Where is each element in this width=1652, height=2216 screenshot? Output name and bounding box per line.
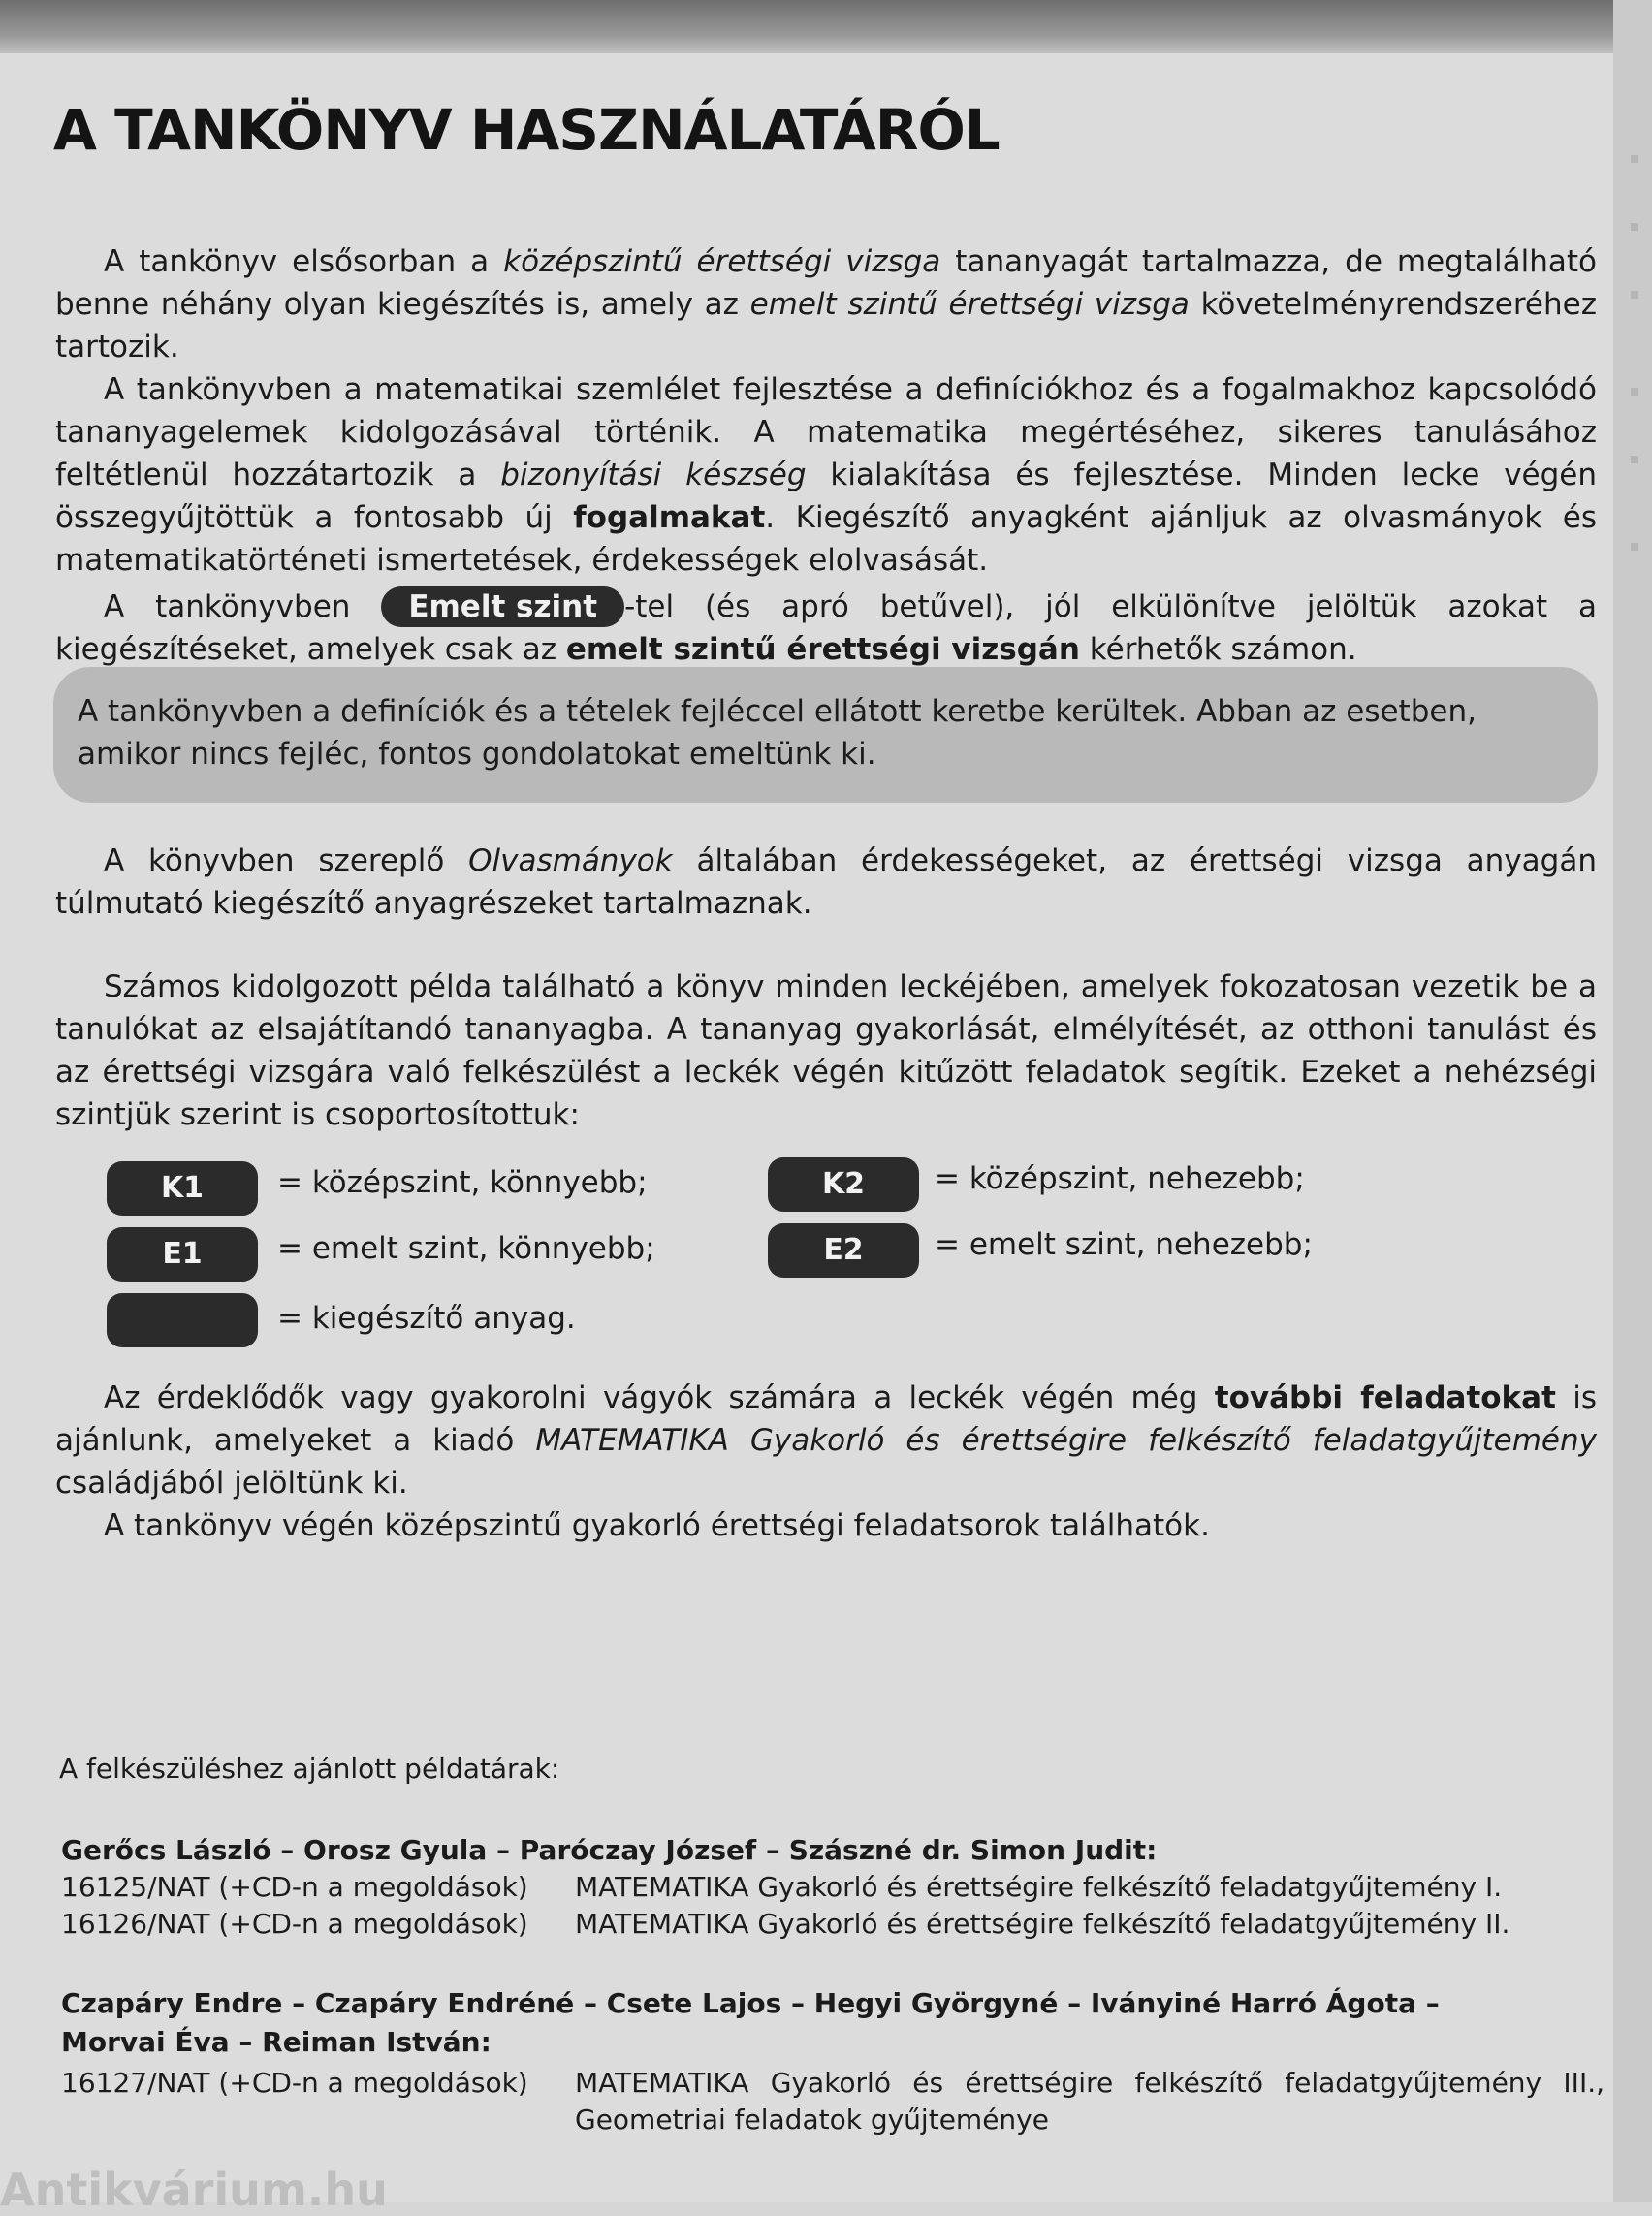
level-desc-e2: = emelt szint, nehezebb; — [935, 1227, 1313, 1262]
text-run: A könyvben szereplő — [104, 843, 469, 878]
text-run: -tel (és apró betűvel), jól elkülönítve jelöltük azokat a kiegészítéseket, amelyek csak az — [55, 589, 1597, 667]
level-badge-e1: E1 — [107, 1227, 258, 1282]
level-desc-e1: = emelt szint, könnyebb; — [277, 1231, 655, 1266]
paragraph-advanced — [55, 586, 1597, 671]
text-run: is ajánlunk, amelyeket a kiadó — [55, 1380, 1597, 1458]
text-run: családjából jelöltünk ki. — [55, 1466, 408, 1501]
paragraph-scope — [55, 240, 1597, 368]
text-run: A tankönyvben a matematikai szemlélet fejlesztése a definíciókhoz és a fogalmakhoz kapcsolódó tananyagelemek kidolgozásával történik. A matematika megértéséhez, sikeres tanulásához feltétlenül hozzátartozik a — [55, 372, 1597, 492]
text-run: követelményrendszeréhez tartozik. — [55, 287, 1597, 364]
margin-mark — [1631, 456, 1638, 463]
page-title: A TANKÖNYV HASZNÁLATÁRÓL — [53, 97, 1000, 163]
page-right-margin — [1613, 0, 1652, 2202]
margin-mark — [1631, 223, 1638, 231]
show-through-text — [679, 1551, 686, 1588]
italic-term: Olvasmányok — [468, 843, 673, 878]
paragraph-readings — [55, 839, 1597, 925]
page-top-shadow — [0, 0, 1652, 60]
level-desc-k1: = középszint, könnyebb; — [277, 1165, 648, 1200]
level-desc-extra: = kiegészítő anyag. — [277, 1301, 576, 1336]
text-run: kérhetők számon. — [1079, 632, 1357, 667]
book-authors: Gerőcs László – Orosz Gyula – Paróczay József – Szászné dr. Simon Judit: — [61, 1834, 1158, 1866]
book-title: MATEMATIKA Gyakorló és érettségire felkészítő feladatgyűjtemény II. — [575, 1908, 1510, 1940]
margin-mark — [1631, 291, 1638, 299]
level-badge-k2: K2 — [768, 1157, 919, 1212]
text-run: kialakítása és fejlesztése. Minden lecke végén összegyűjtöttük a fontosabb új — [55, 458, 1598, 535]
bold-term: fogalmakat — [573, 500, 766, 535]
book-code: 16127/NAT (+CD-n a megoldások) — [61, 2067, 528, 2099]
book-entry — [61, 2102, 1612, 2138]
level-desc-k2: = középszint, nehezebb; — [935, 1161, 1305, 1196]
paragraph-method — [55, 368, 1597, 582]
paragraph-examples — [55, 966, 1597, 1136]
highlight-box-text: A tankönyvben a definíciók és a tételek fejléccel ellátott keretbe kerültek. Abban az esetben, amikor nincs fejléc, fontos gondolatokat emeltünk ki. — [78, 694, 1477, 772]
text-run: Számos kidolgozott példa található a könyv minden leckéjében, amelyek fokozatosan vezetik be a tanulókat az elsajátítandó tananyagba. A tananyag gyakorlását, elmélyítését, az otthoni tanulást és az érettségi vizsgára való felkészülést a leckék végén kitűzött feladatok segítik. Ezeket a nehézségi szintjük szerint is csoportosítottuk: — [55, 969, 1597, 1132]
text-run: tananyagát tartalmazza, de megtalálható benne néhány olyan kiegészítés is, amely az — [55, 244, 1597, 322]
text-run: . Kiegészítő anyagként ajánljuk az olvasmányok és matematikatörténeti ismertetések, érdekességek elolvasását. — [55, 500, 1597, 578]
book-code: 16126/NAT (+CD-n a megoldások) — [61, 1908, 528, 1940]
text-run: A tankönyvben — [104, 589, 382, 624]
italic-term: emelt szintű érettségi vizsga — [749, 287, 1190, 322]
italic-term: bizonyítási készség — [500, 458, 807, 492]
emelt-szint-badge: Emelt szint — [381, 586, 624, 627]
text-run: A tankönyv elsősorban a — [104, 244, 504, 279]
book-title: MATEMATIKA Gyakorló és érettségire felkészítő feladatgyűjtemény III., — [575, 2067, 1604, 2099]
book-code: 16125/NAT (+CD-n a megoldások) — [61, 1871, 528, 1903]
book-entry — [61, 2065, 1612, 2102]
paragraph-further-tasks — [55, 1377, 1597, 1547]
book-entry — [61, 1869, 1573, 1906]
bold-term: további feladatokat — [1214, 1380, 1556, 1415]
book-title-line2: Geometriai feladatok gyűjteménye — [575, 2104, 1049, 2136]
paragraph-practice-sets: A tankönyv végén középszintű gyakorló érettségi feladatsorok találhatók. — [104, 1508, 1210, 1543]
italic-term: MATEMATIKA Gyakorló és érettségire felkészítő feladatgyűjtemény — [535, 1423, 1597, 1458]
margin-mark — [1631, 155, 1638, 163]
level-badge-e2: E2 — [768, 1223, 919, 1278]
margin-mark — [1631, 388, 1638, 396]
book-authors: Czapáry Endre – Czapáry Endréné – Csete Lajos – Hegyi Györgyné – Iványiné Harró Ágota – — [61, 1987, 1440, 2019]
bold-term: emelt szintű érettségi vizsgán — [565, 632, 1080, 667]
book-list — [61, 2065, 1612, 2138]
book-authors: Morvai Éva – Reiman István: — [61, 2026, 492, 2058]
recommended-heading: A felkészüléshez ajánlott példatárak: — [59, 1753, 560, 1785]
intro-paragraphs — [55, 240, 1597, 671]
book-title: MATEMATIKA Gyakorló és érettségire felkészítő feladatgyűjtemény I. — [575, 1871, 1503, 1903]
book-list — [61, 1869, 1573, 1943]
level-badge-k1: K1 — [107, 1161, 258, 1216]
italic-term: középszintű érettségi vizsga — [503, 244, 941, 279]
level-badge-extra — [107, 1293, 258, 1347]
watermark: Antikvárium.hu — [0, 2164, 388, 2216]
book-entry — [61, 1906, 1573, 1943]
text-run: Az érdeklődők vagy gyakorolni vágyók számára a leckék végén még — [104, 1380, 1215, 1415]
margin-mark — [1631, 543, 1638, 551]
text-run: általában érdekességeket, az érettségi vizsga anyagán túlmutató kiegészítő anyagrészeket tartalmaznak. — [55, 843, 1597, 921]
